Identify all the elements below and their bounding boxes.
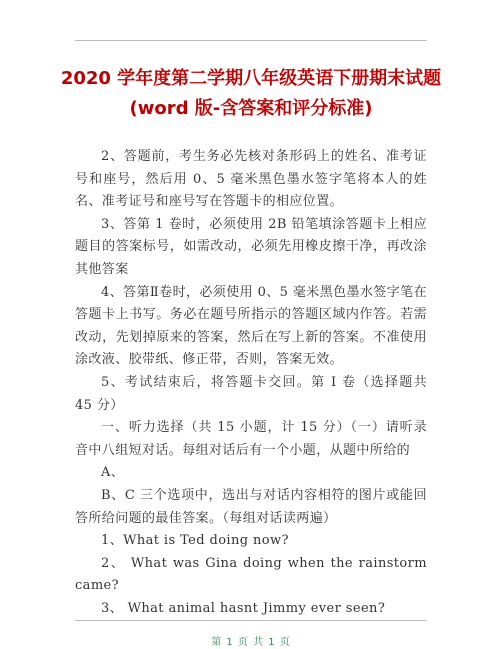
paragraph: 2、答题前，考生务必先核对条形码上的姓名、准考证号和座号，然后用 0、5 毫米黑色墨水签字笔将本人的姓名、准考证号和座号写在答题卡的相应位置。 <box>75 149 427 210</box>
paragraph: B、C 三个选项中，选出与对话内容相符的图片或能回答所给问题的最佳答案。（每组对话读两遍） <box>75 487 427 526</box>
paragraph: A、 <box>101 465 125 481</box>
page-number-footer: 第 1 页 共 1 页 <box>211 637 291 648</box>
question-item: 1、What is Ted doing now? <box>101 533 289 549</box>
paragraph: 4、答第Ⅱ卷时，必须使用 0、5 毫米黑色墨水签字笔在答题卡上书写。务必在题号所指示的答题区域内作答。若需改动，先划掉原来的答案，然后在写上新的答案。不准使用涂改液、胶带纸、修正带，否则，答案无效。 <box>75 284 427 368</box>
question-item: 3、 What animal hasnt Jimmy ever seen? <box>101 600 386 616</box>
document-body <box>75 146 427 620</box>
document-title: 2020 学年度第二学期八年级英语下册期末试题(word 版-含答案和评分标准) <box>60 68 442 119</box>
paragraph: 5、考试结束后，将答题卡交回。第 I 卷（选择题共 45 分） <box>75 374 427 413</box>
paragraph: 3、答第 1 卷时，必须使用 2B 铅笔填涂答题卡上相应题目的答案标号，如需改动，必须先用橡皮擦干净，再改涂其他答案 <box>75 216 427 277</box>
footer-rule <box>75 620 427 621</box>
paragraph: 一、听力选择（共 15 小题，计 15 分）（一）请听录音中八组短对话。每组对话后有一个小题，从题中所给的 <box>75 420 427 458</box>
header-rule <box>75 40 427 41</box>
question-item: 2、 What was Gina doing when the rainstorm came? <box>75 555 427 594</box>
